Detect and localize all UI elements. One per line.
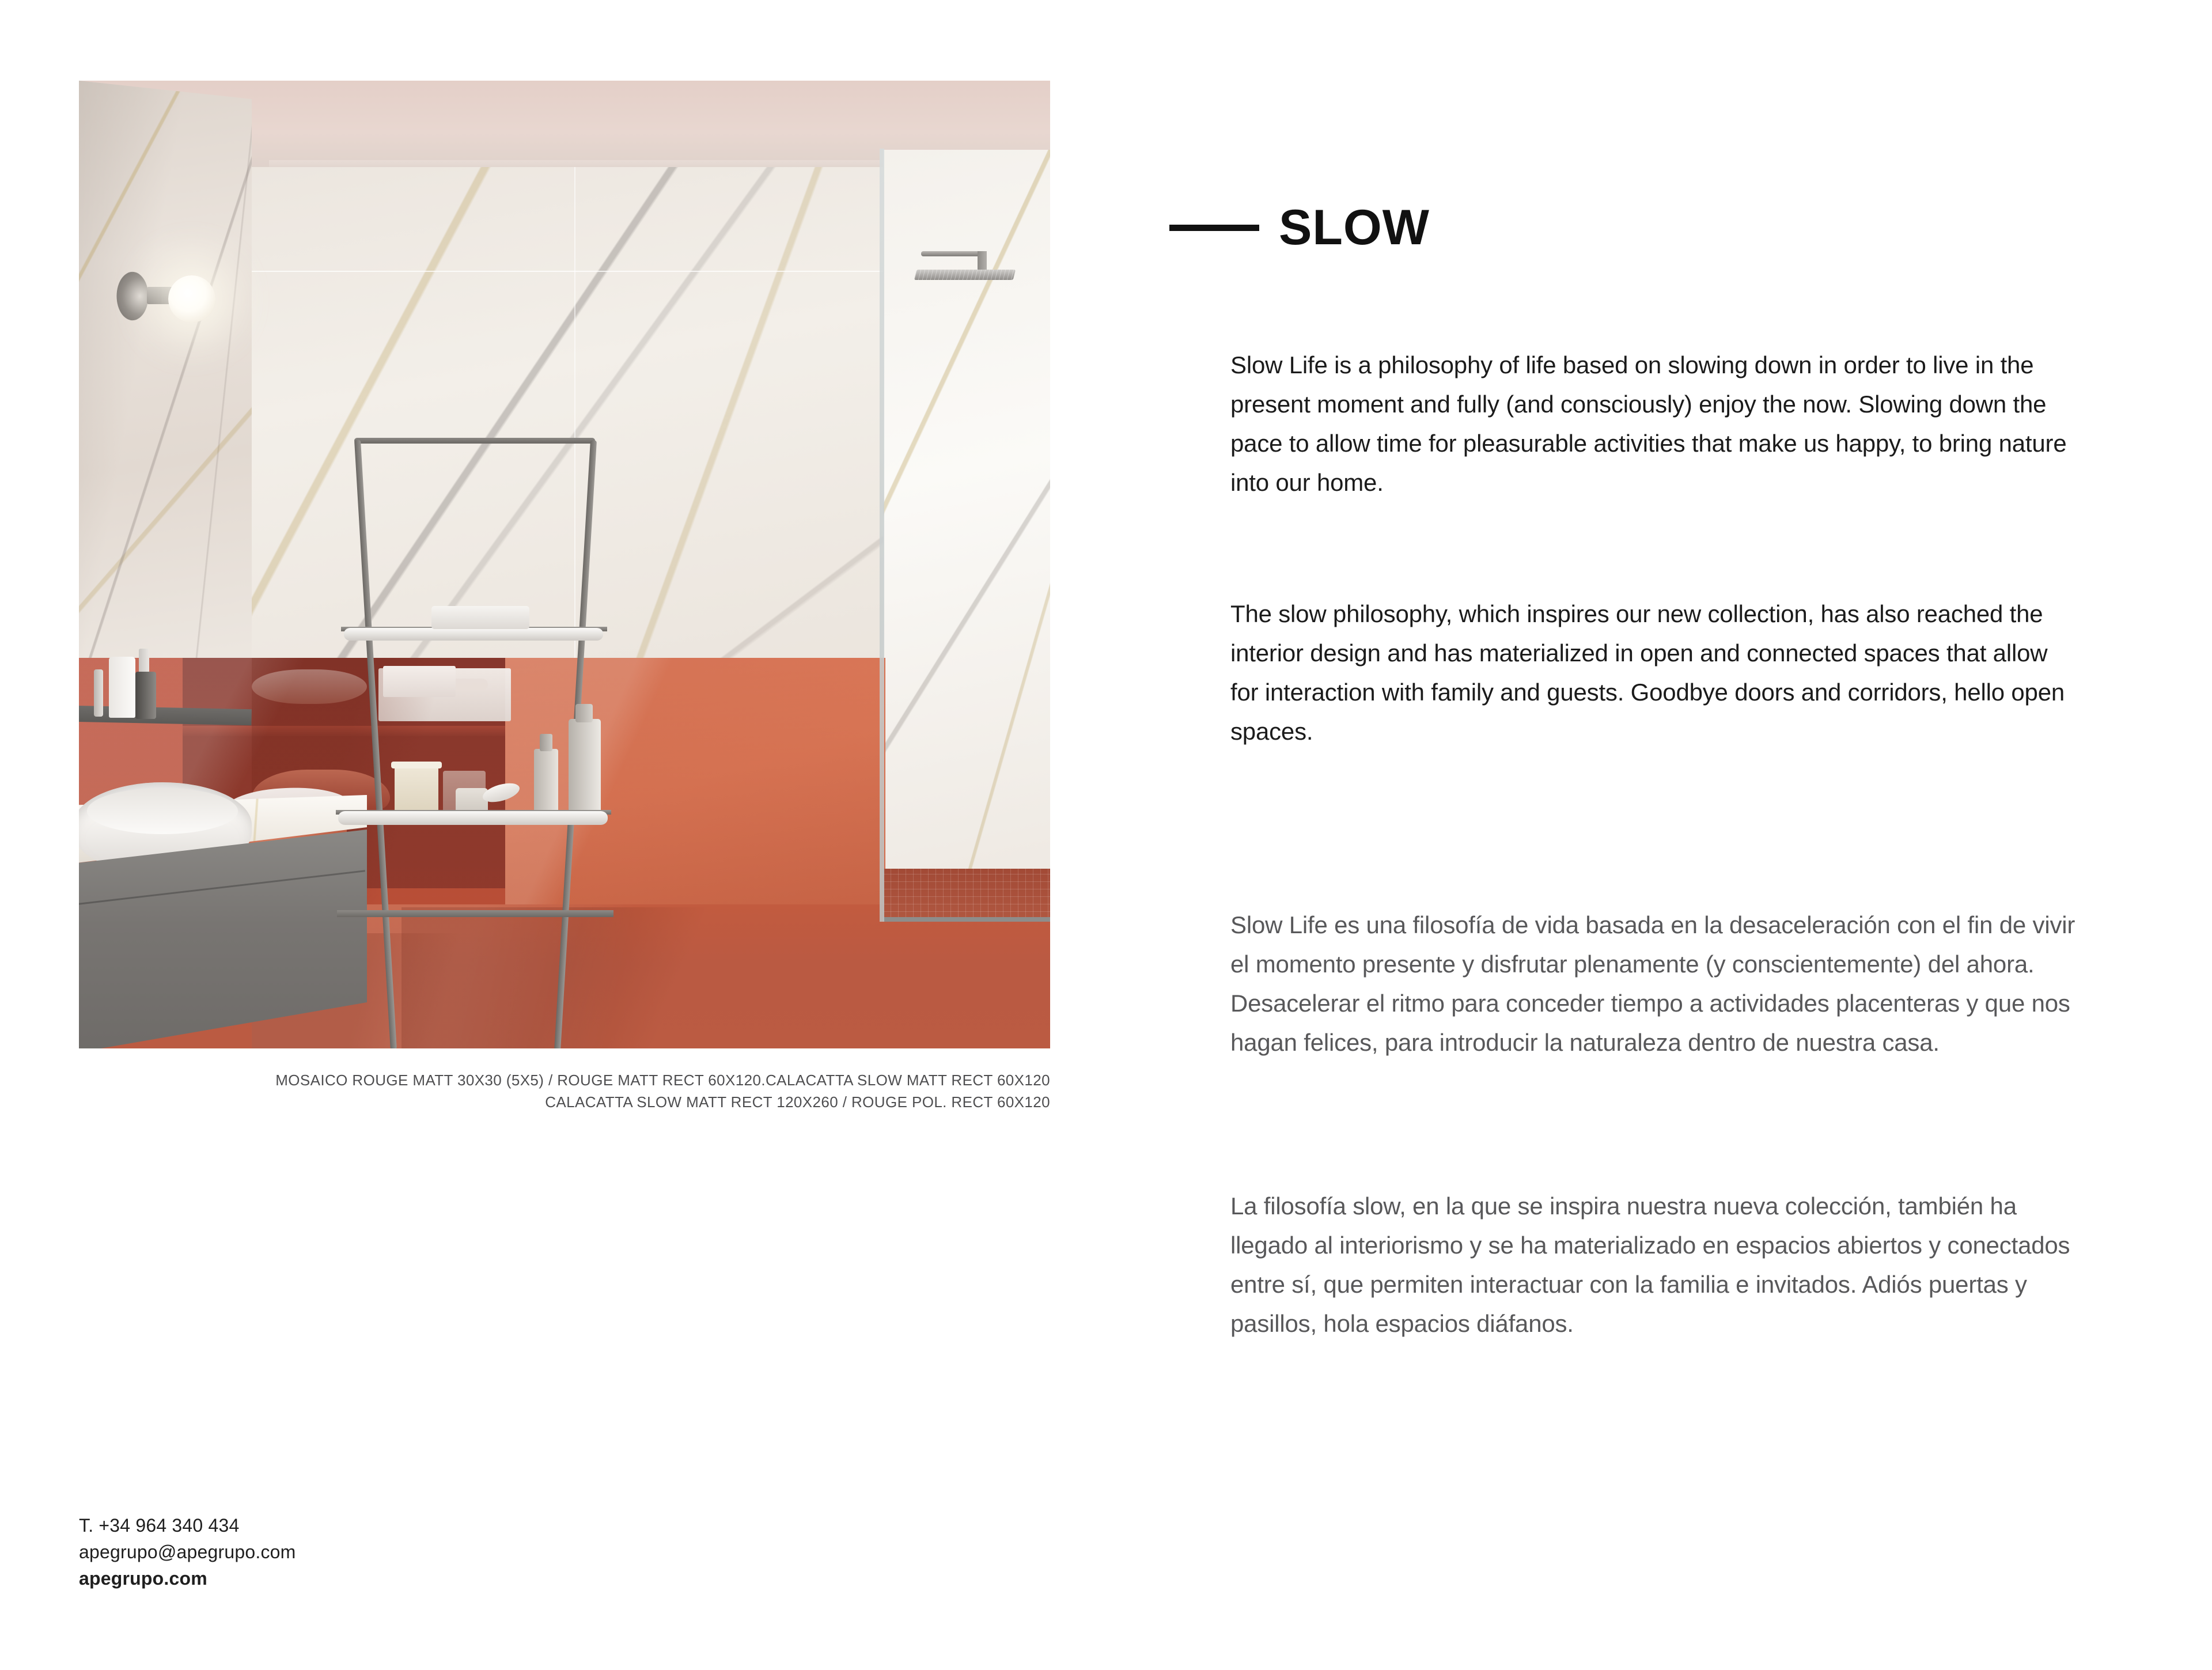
- coral-wall-bright-gloss: [505, 658, 885, 940]
- paragraph-spanish-2: La filosofía slow, en la que se inspira nuestra nueva colección, también ha llegado al interiorismo y se ha materializado en espacios abiertos y conectados entre sí, que permiten interactuar con la familia e invitados. Adiós puertas y pasillos, hola espacios diáfanos.: [1230, 1192, 2070, 1337]
- ladder-top-bar: [354, 438, 595, 444]
- shower-trim: [883, 917, 1050, 922]
- title-rule-icon: [1169, 225, 1259, 231]
- bathroom-scene-image: [79, 81, 1050, 1048]
- washbasin-inner: [87, 788, 238, 834]
- paragraph-english-1: Slow Life is a philosophy of life based on slowing down in order to live in the present moment and fully (and consciously) enjoy the now. Slowing down the pace to allow time for pleasurable activities that make us happy, to bring nature into our home.: [1230, 351, 2067, 496]
- serum-bottle: [534, 749, 558, 815]
- page-title: SLOW: [1279, 200, 1430, 255]
- folded-towel: [431, 606, 529, 629]
- candle-jar-lid: [391, 762, 442, 768]
- photo-caption: [79, 1069, 1050, 1113]
- rain-shower-head-icon: [914, 270, 1016, 280]
- lotion-bottle: [569, 719, 601, 815]
- toiletry-spray-cap: [139, 649, 149, 673]
- flush-plate: [383, 666, 456, 697]
- candle-jar: [395, 765, 438, 813]
- product-photo-block: [79, 81, 1050, 1048]
- ladder-shelf-upper: [344, 628, 603, 641]
- scene-render: [79, 81, 1050, 1048]
- caption-line-1: MOSAICO ROUGE MATT 30X30 (5X5) / ROUGE MATT RECT 60X120.CALACATTA SLOW MATT RECT 60X120: [275, 1071, 1050, 1089]
- paragraph-spanish-1: Slow Life es una filosofía de vida basada en la desaceleración con el fin de vivir el momento presente y disfrutar plenamente (y conscientemente) del ahora. Desacelerar el ritmo para conceder tiempo a actividades placenteras y que nos hagan felices, para introducir la naturaleza dentro de nuestra casa.: [1230, 911, 2075, 1056]
- footer-website[interactable]: apegrupo.com: [79, 1568, 207, 1589]
- toiletry-bottle-dark: [135, 672, 156, 719]
- wall-lamp-bulb: [168, 275, 215, 323]
- glass-partition: [880, 149, 884, 922]
- footer-phone: T. +34 964 340 434: [79, 1515, 240, 1536]
- shower-mosaic-floor: [883, 869, 1050, 919]
- left-marble-wall: [79, 81, 252, 714]
- tile-seam-horizontal: [251, 271, 884, 272]
- footer-email[interactable]: apegrupo@apegrupo.com: [79, 1542, 296, 1562]
- ladder-rung: [337, 910, 613, 917]
- serum-bottle-pump: [540, 734, 552, 751]
- toiletry-tube-1: [94, 669, 103, 717]
- paragraph-english-2: The slow philosophy, which inspires our new collection, has also reached the interior design and has materialized in open and connected spaces that allow for interaction with family and guests. Goodbye doors and corridors, hello open spaces.: [1230, 600, 2065, 745]
- title-row: [1169, 196, 2068, 259]
- ladder-shelf-lower: [338, 811, 608, 825]
- toiletry-tube-2: [109, 657, 135, 718]
- page-header: [1169, 196, 2068, 259]
- shower-arm: [921, 251, 986, 256]
- lotion-bottle-pump: [575, 704, 593, 722]
- footer-contact: [79, 1512, 296, 1592]
- caption-line-2: CALACATTA SLOW MATT RECT 120X260 / ROUGE POL. RECT 60X120: [545, 1093, 1050, 1111]
